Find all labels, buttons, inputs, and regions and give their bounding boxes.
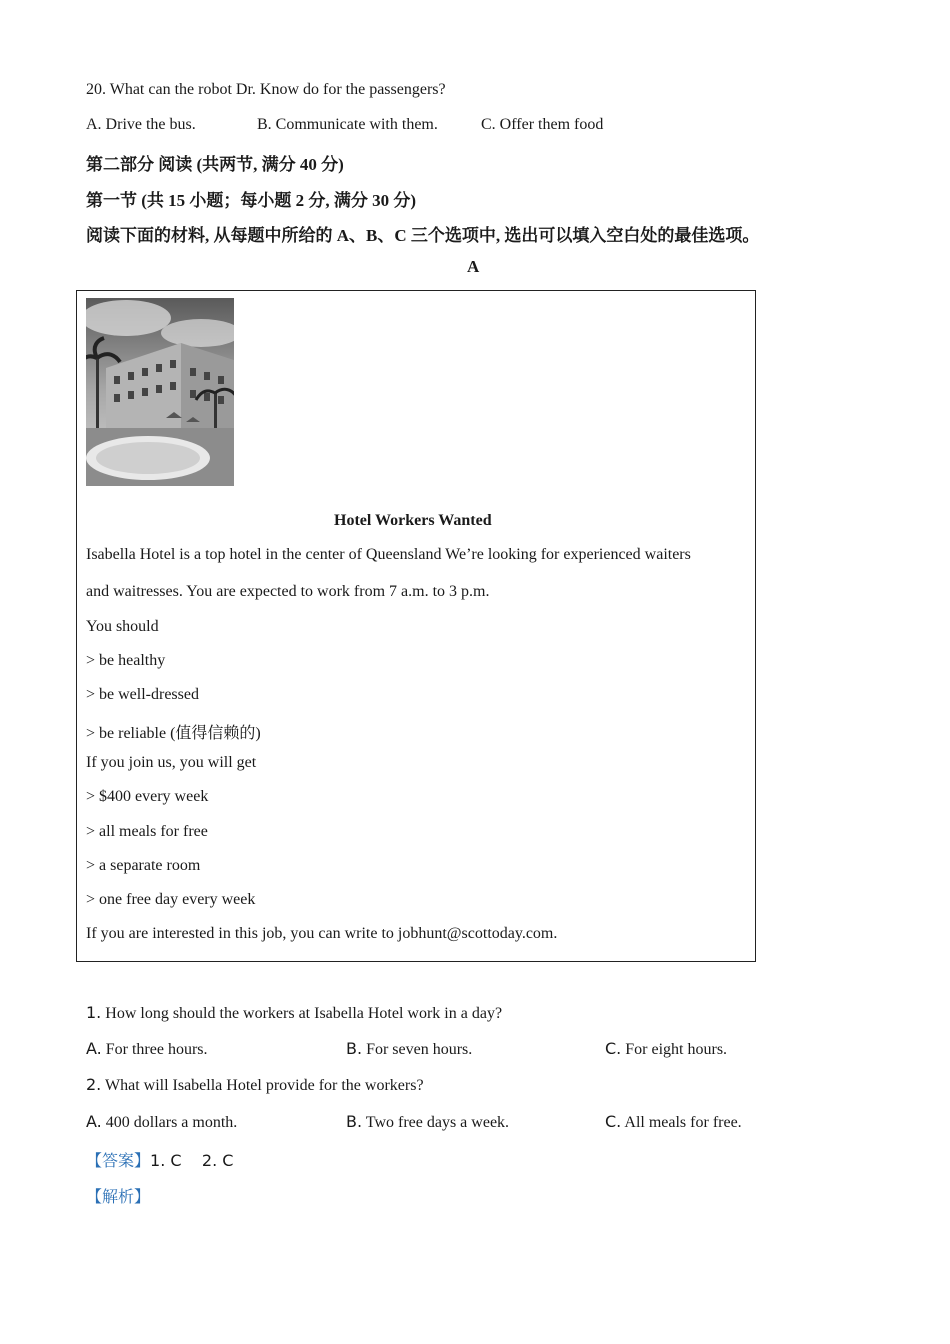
option-letter: A. [86,1039,102,1058]
question-number: 2. [86,1075,102,1094]
ad-intro-line-2: and waitresses. You are expected to work from 7 a.m. to 3 p.m. [86,583,490,600]
option-letter: A. [86,1112,102,1131]
answer-line [86,1148,233,1171]
ad-get-intro: If you join us, you will get [86,754,257,771]
reading-instruction: 阅读下面的材料, 从每题中所给的 A、B、C 三个选项中, 选出可以填入空白处的最佳选项。 [86,226,760,245]
option-letter: B. [346,1039,363,1058]
question-2-option-a [86,1112,237,1132]
part2-title: 第二部分 阅读 (共两节, 满分 40 分) [86,155,344,174]
option-letter: C. [605,1039,622,1058]
ad-heading: Hotel Workers Wanted [334,512,492,529]
ad-should-intro: You should [86,618,159,635]
ad-contact: If you are interested in this job, you can write to jobhunt@scottoday.com. [86,925,558,942]
ad-should-item: > be reliable (值得信赖的) [86,725,261,742]
ad-should-item: > be well-dressed [86,686,199,703]
option-letter: C. [605,1112,622,1131]
option-text: Two free days a week. [365,1114,510,1131]
section1-title: 第一节 (共 15 小题；每小题 2 分, 满分 30 分) [86,191,417,210]
question-20-text: 20. What can the robot Dr. Know do for the passengers? [86,81,446,98]
question-1-option-c [605,1039,727,1059]
ad-get-item: > $400 every week [86,788,209,805]
question-1-option-a [86,1039,208,1059]
option-text: For three hours. [105,1041,208,1058]
question-20-option-b: B. Communicate with them. [257,116,438,133]
question-2-option-c [605,1112,742,1132]
question-text: What will Isabella Hotel provide for the workers? [104,1077,424,1094]
passage-label: A [467,257,480,276]
analysis-label: 【解析】 [86,1187,151,1206]
question-number: 1. [86,1003,102,1022]
ad-should-item: > be healthy [86,652,166,669]
option-letter: B. [346,1112,363,1131]
question-text: How long should the workers at Isabella Hotel work in a day? [105,1005,503,1022]
ad-get-item: > all meals for free [86,823,208,840]
ad-get-item: > a separate room [86,857,201,874]
answer-value: 1. C 2. C [150,1151,234,1170]
option-text: All meals for free. [624,1114,742,1131]
option-text: For eight hours. [625,1041,728,1058]
question-1 [86,1003,502,1023]
question-2 [86,1075,424,1095]
option-text: 400 dollars a month. [105,1114,238,1131]
ad-get-item: > one free day every week [86,891,256,908]
ad-intro-line-1: Isabella Hotel is a top hotel in the center of Queensland We’re looking for experienced waiters [86,546,691,563]
question-20-option-a: A. Drive the bus. [86,116,196,133]
hotel-photo [86,298,234,486]
question-2-option-b [346,1112,509,1132]
answer-label: 【答案】 [86,1151,151,1170]
question-1-option-b [346,1039,472,1059]
question-20-option-c: C. Offer them food [481,116,604,133]
option-text: For seven hours. [366,1041,473,1058]
